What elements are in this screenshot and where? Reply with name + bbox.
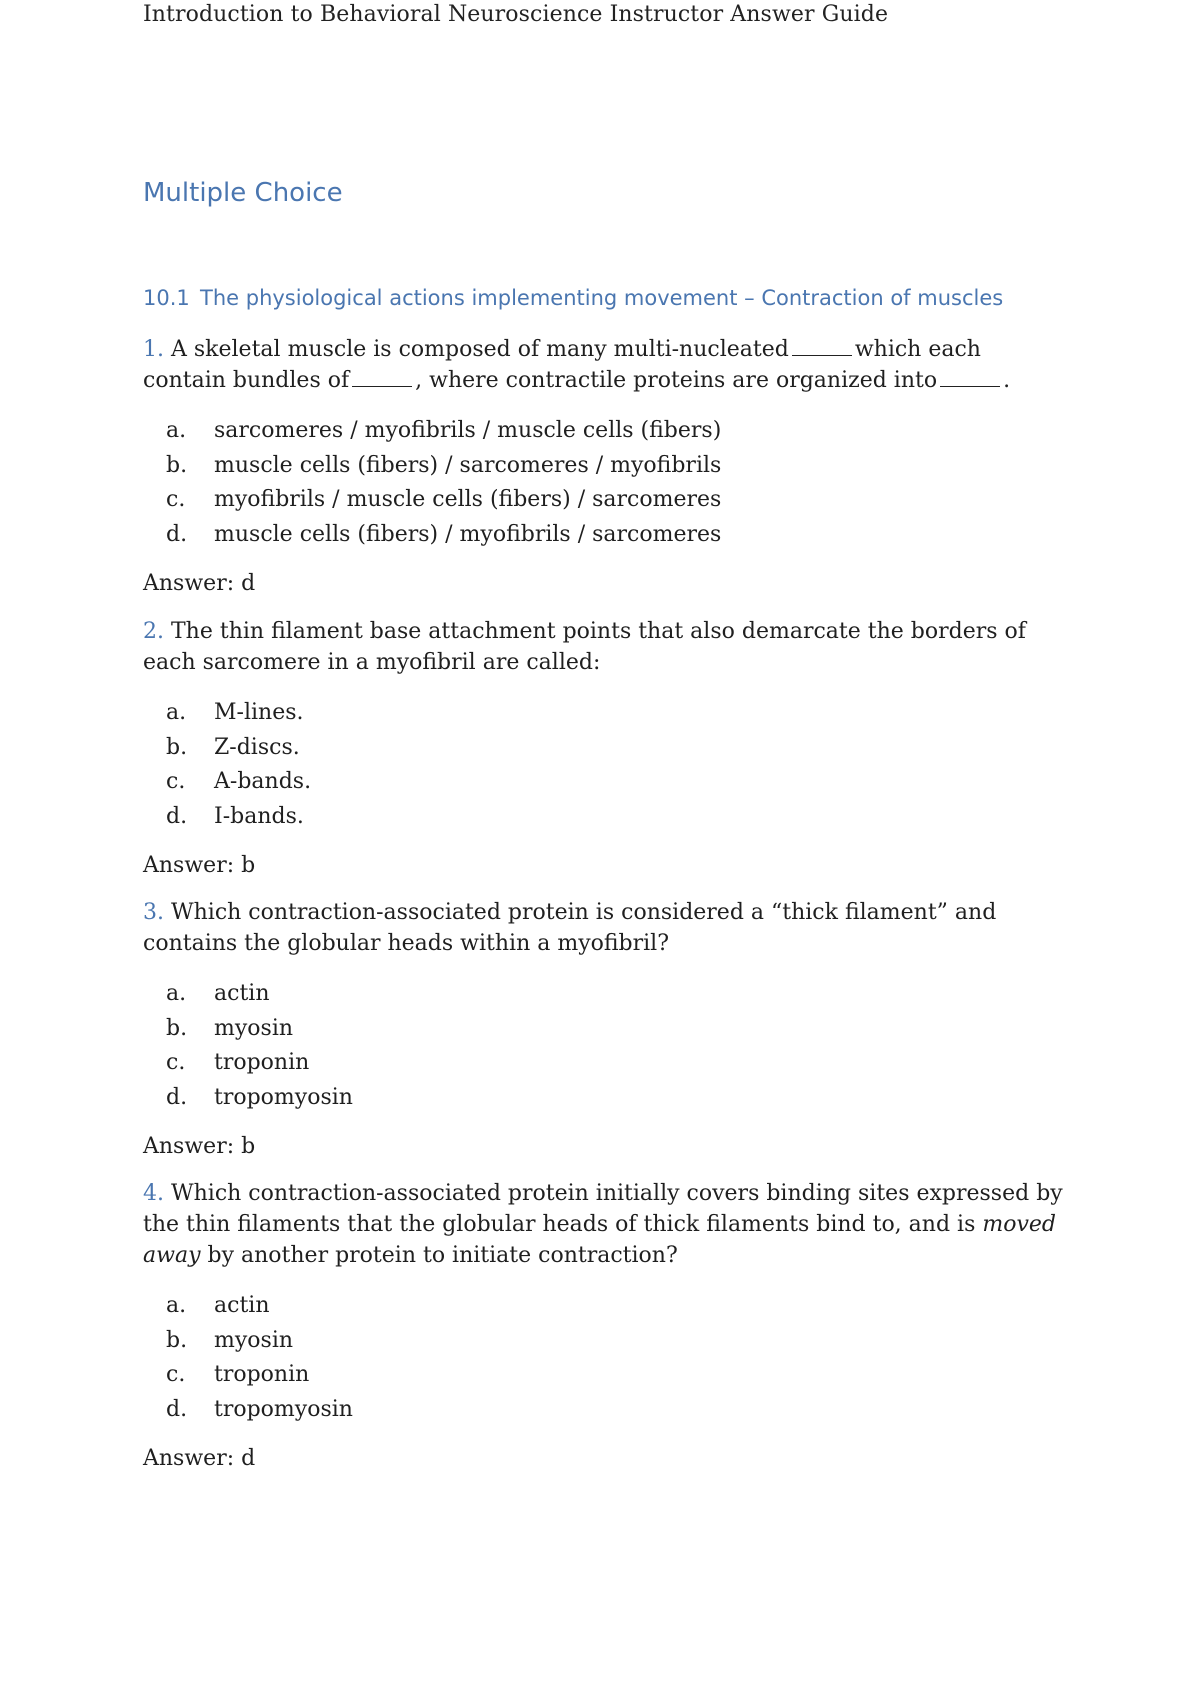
option-letter: d. [166, 1396, 188, 1422]
stem-part: . [1003, 368, 1011, 393]
question-stem [143, 334, 1063, 396]
options-list [143, 414, 1063, 552]
option-d [143, 1393, 1063, 1428]
stem-text: by another protein to initiate contraction? [207, 1243, 678, 1268]
subsection-title: The physiological actions implementing movement – Contraction of muscles [200, 286, 1004, 310]
option-text: tropomyosin [214, 1084, 353, 1110]
option-b [143, 1012, 1063, 1047]
question-stem [143, 616, 1063, 678]
option-letter: c. [166, 769, 186, 794]
question-number: 3. [143, 900, 164, 925]
stem-emphasis: moved away [143, 1212, 1056, 1268]
option-text: myosin [214, 1015, 294, 1041]
option-text: troponin [214, 1050, 310, 1075]
option-text: Z-discs. [214, 734, 300, 760]
option-text: actin [214, 1293, 270, 1318]
answer-key: Answer: b [143, 853, 256, 878]
answer-key: Answer: b [143, 1134, 256, 1159]
stem-text: The thin filament base attachment points that also demarcate the borders of each sarcomere in a myofibril are called: [143, 619, 1026, 675]
option-c [143, 483, 1063, 518]
question-stem [143, 1178, 1063, 1271]
section-heading: Multiple Choice [143, 178, 343, 208]
answer-blank [940, 368, 1000, 387]
option-b [143, 731, 1063, 766]
option-letter: d. [166, 1084, 188, 1110]
option-a [143, 414, 1063, 449]
subsection-heading [143, 286, 1003, 310]
option-letter: d. [166, 803, 188, 829]
option-text: troponin [214, 1362, 310, 1387]
option-letter: b. [166, 452, 188, 478]
stem-text: Which contraction-associated protein initially covers binding sites expressed by the thin filaments that the globular heads of thick filaments bind to, and is [143, 1181, 1063, 1237]
option-a [143, 1289, 1063, 1324]
question-number: 4. [143, 1181, 164, 1206]
question-1 [143, 334, 1063, 599]
option-text: sarcomeres / myofibrils / muscle cells (fibers) [214, 418, 722, 443]
answer-blank [792, 337, 852, 356]
option-c [143, 1046, 1063, 1081]
option-letter: c. [166, 487, 186, 512]
option-d [143, 518, 1063, 553]
options-list [143, 977, 1063, 1115]
option-text: I-bands. [214, 803, 304, 829]
option-c [143, 1358, 1063, 1393]
option-d [143, 1081, 1063, 1116]
option-letter: b. [166, 1015, 188, 1041]
option-letter: a. [166, 1293, 187, 1318]
option-text: muscle cells (fibers) / myofibrils / sarcomeres [214, 521, 722, 547]
option-a [143, 696, 1063, 731]
option-a [143, 977, 1063, 1012]
option-letter: d. [166, 521, 188, 547]
option-b [143, 1324, 1063, 1359]
subsection-number: 10.1 [143, 286, 190, 310]
option-text: myosin [214, 1327, 294, 1353]
option-text: muscle cells (fibers) / sarcomeres / myofibrils [214, 452, 722, 478]
stem-text: Which contraction-associated protein is considered a “thick filament” and contains the globular heads within a myofibril? [143, 900, 997, 956]
stem-part: A skeletal muscle is composed of many multi-nucleated [171, 337, 789, 362]
answer-blank [352, 368, 412, 387]
option-text: A-bands. [214, 769, 312, 794]
options-list [143, 1289, 1063, 1427]
answer-key: Answer: d [143, 571, 256, 596]
question-4 [143, 1178, 1063, 1474]
option-letter: a. [166, 981, 187, 1006]
option-letter: c. [166, 1362, 186, 1387]
option-text: actin [214, 981, 270, 1006]
option-b [143, 449, 1063, 484]
option-text: M-lines. [214, 700, 304, 725]
question-number: 2. [143, 619, 164, 644]
question-stem [143, 897, 1063, 959]
option-letter: b. [166, 734, 188, 760]
stem-part: , where contractile proteins are organized into [415, 368, 938, 393]
document-header: Introduction to Behavioral Neuroscience Instructor Answer Guide [143, 2, 889, 27]
option-letter: a. [166, 418, 187, 443]
option-text: myofibrils / muscle cells (fibers) / sarcomeres [214, 487, 722, 512]
question-number: 1. [143, 337, 164, 362]
option-letter: c. [166, 1050, 186, 1075]
option-letter: b. [166, 1327, 188, 1353]
option-text: tropomyosin [214, 1396, 353, 1422]
stem-part: which each contain bundles of [143, 337, 981, 393]
answer-key: Answer: d [143, 1446, 256, 1471]
option-d [143, 800, 1063, 835]
question-2 [143, 616, 1063, 881]
question-3 [143, 897, 1063, 1162]
options-list [143, 696, 1063, 834]
option-letter: a. [166, 700, 187, 725]
option-c [143, 765, 1063, 800]
